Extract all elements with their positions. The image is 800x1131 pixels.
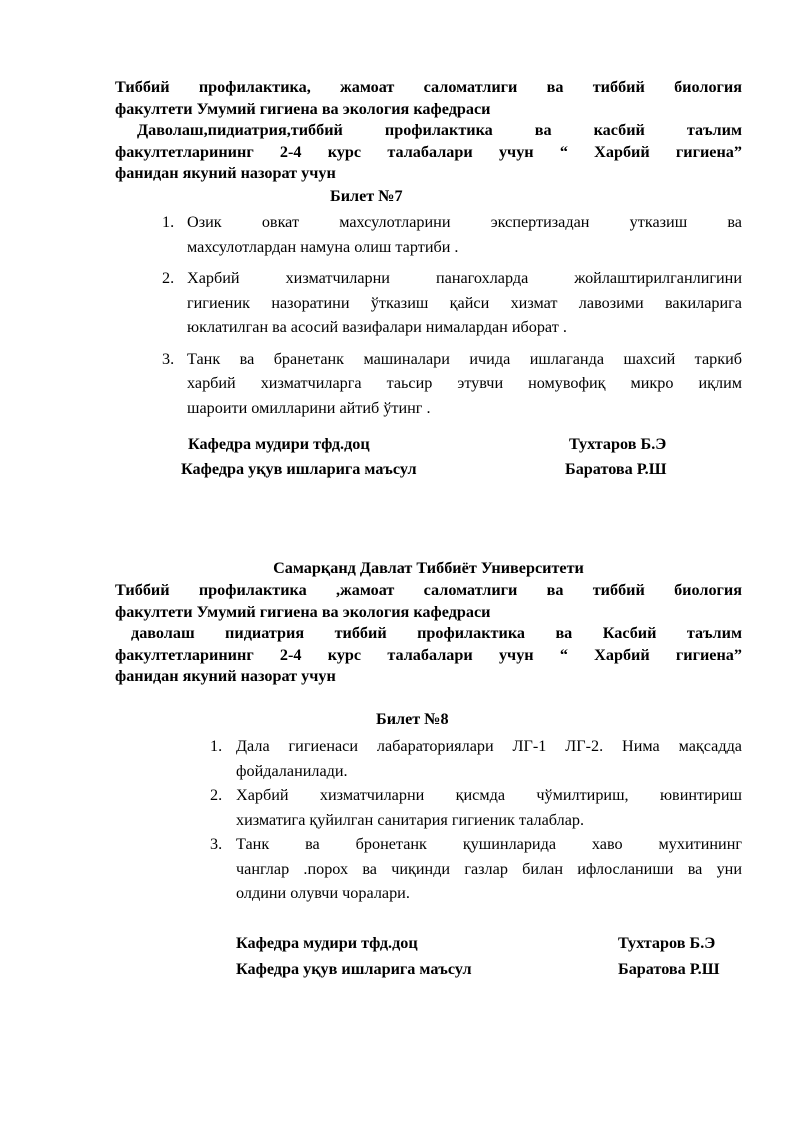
ticket8-header-line: факултетларининг 2-4 курс талабалари учун “ Харбий гигиена” <box>115 645 742 664</box>
question-number: 1. <box>210 737 223 755</box>
question-text: юклатилган ва асосий вазифалари нималардан иборат . <box>187 318 567 336</box>
ticket8-question <box>210 832 742 906</box>
ticket8-academic-name: Баратова Р.Ш <box>618 960 720 978</box>
question-number: 1. <box>162 213 175 231</box>
question-text: гигиеник назоратини ўтказиш қайси хизмат лавозими вакиларига <box>187 293 742 312</box>
ticket7-header-line: Даволаш,пидиатрия,тиббий профилактика ва касбий таълим <box>137 121 742 139</box>
question-text: олдини олувчи чоралари. <box>236 884 410 902</box>
question-text: махсулотлардан намуна олиш тартиби . <box>187 237 459 256</box>
ticket7-head-name: Тухтаров Б.Э <box>569 435 667 453</box>
ticket7-question <box>162 347 742 421</box>
question-number: 3. <box>210 835 223 853</box>
ticket8-question-list <box>210 734 742 906</box>
question-number: 2. <box>162 269 175 287</box>
ticket8-header <box>115 580 742 688</box>
ticket7-header-line: факултетларининг 2-4 курс талабалари учун “ Харбий гигиена” <box>115 142 742 161</box>
question-text: Танк ва бронетанк қушинларида хаво мухитининг <box>236 835 742 853</box>
question-text: хизматига қуйилган санитария гигиеник талаблар. <box>236 810 585 829</box>
ticket8-question <box>210 734 742 783</box>
ticket7-question <box>162 210 742 259</box>
ticket7-header-line: факултети Умумий гигиена ва экология кафедраси <box>115 99 491 118</box>
question-text: Дала гигиенаси лабараториялари ЛГ-1 ЛГ-2. Нима мақсадда <box>236 737 742 755</box>
ticket7-header <box>115 77 742 185</box>
question-text: чанглар .порох ва чиқинди газлар билан ифлосланиши ва уни <box>236 859 742 878</box>
ticket7-question <box>162 266 742 340</box>
question-text: Харбий хизматчиларни қисмда чўмилтириш, ювинтириш <box>236 786 742 804</box>
ticket7-head-role: Кафедра мудири тфд.доц <box>188 435 370 453</box>
question-number: 3. <box>162 349 175 368</box>
question-number: 2. <box>210 786 223 804</box>
question-text: фойдаланилади. <box>236 761 348 780</box>
ticket8-header-line: факултети Умумий гигиена ва экология кафедраси <box>115 602 491 621</box>
ticket8-header-line: даволаш пидиатрия тиббий профилактика ва Касбий таълим <box>131 624 742 642</box>
ticket8-head-name: Тухтаров Б.Э <box>618 934 716 952</box>
ticket8-header-line: фанидан якуний назорат учун <box>115 667 336 685</box>
ticket7-header-line: Тиббий профилактика, жамоат саломатлиги ва тиббий биология <box>115 78 742 96</box>
question-text: харбий хизматчиларга таьсир этувчи номувофиқ микро иқлим <box>187 374 742 392</box>
ticket8-number: Билет №8 <box>376 710 449 728</box>
ticket8-academic-role: Кафедра уқув ишларига маъсул <box>236 960 472 978</box>
university-name: Самарқанд Давлат Тиббиёт Университети <box>273 559 584 577</box>
question-text: шароити омилларини айтиб ўтинг . <box>187 398 431 417</box>
question-text: Озик овкат махсулотларини экспертизадан утказиш ва <box>187 213 742 231</box>
ticket7-academic-name: Баратова Р.Ш <box>565 460 667 478</box>
ticket7-academic-role: Кафедра уқув ишларига маъсул <box>181 460 417 478</box>
ticket7-header-line: фанидан якуний назорат учун <box>115 164 336 182</box>
question-text: Танк ва бранетанк машиналари ичида ишлаганда шахсий таркиб <box>187 349 742 368</box>
ticket7-number: Билет №7 <box>330 187 403 205</box>
ticket8-head-role: Кафедра мудири тфд.доц <box>236 934 418 952</box>
ticket7-question-list <box>162 210 742 420</box>
ticket8-header-line: Тиббий профилактика ,жамоат саломатлиги ва тиббий биология <box>115 581 742 599</box>
question-text: Харбий хизматчиларни панагохларда жойлаштирилганлигини <box>187 269 742 287</box>
ticket8-question <box>210 783 742 832</box>
